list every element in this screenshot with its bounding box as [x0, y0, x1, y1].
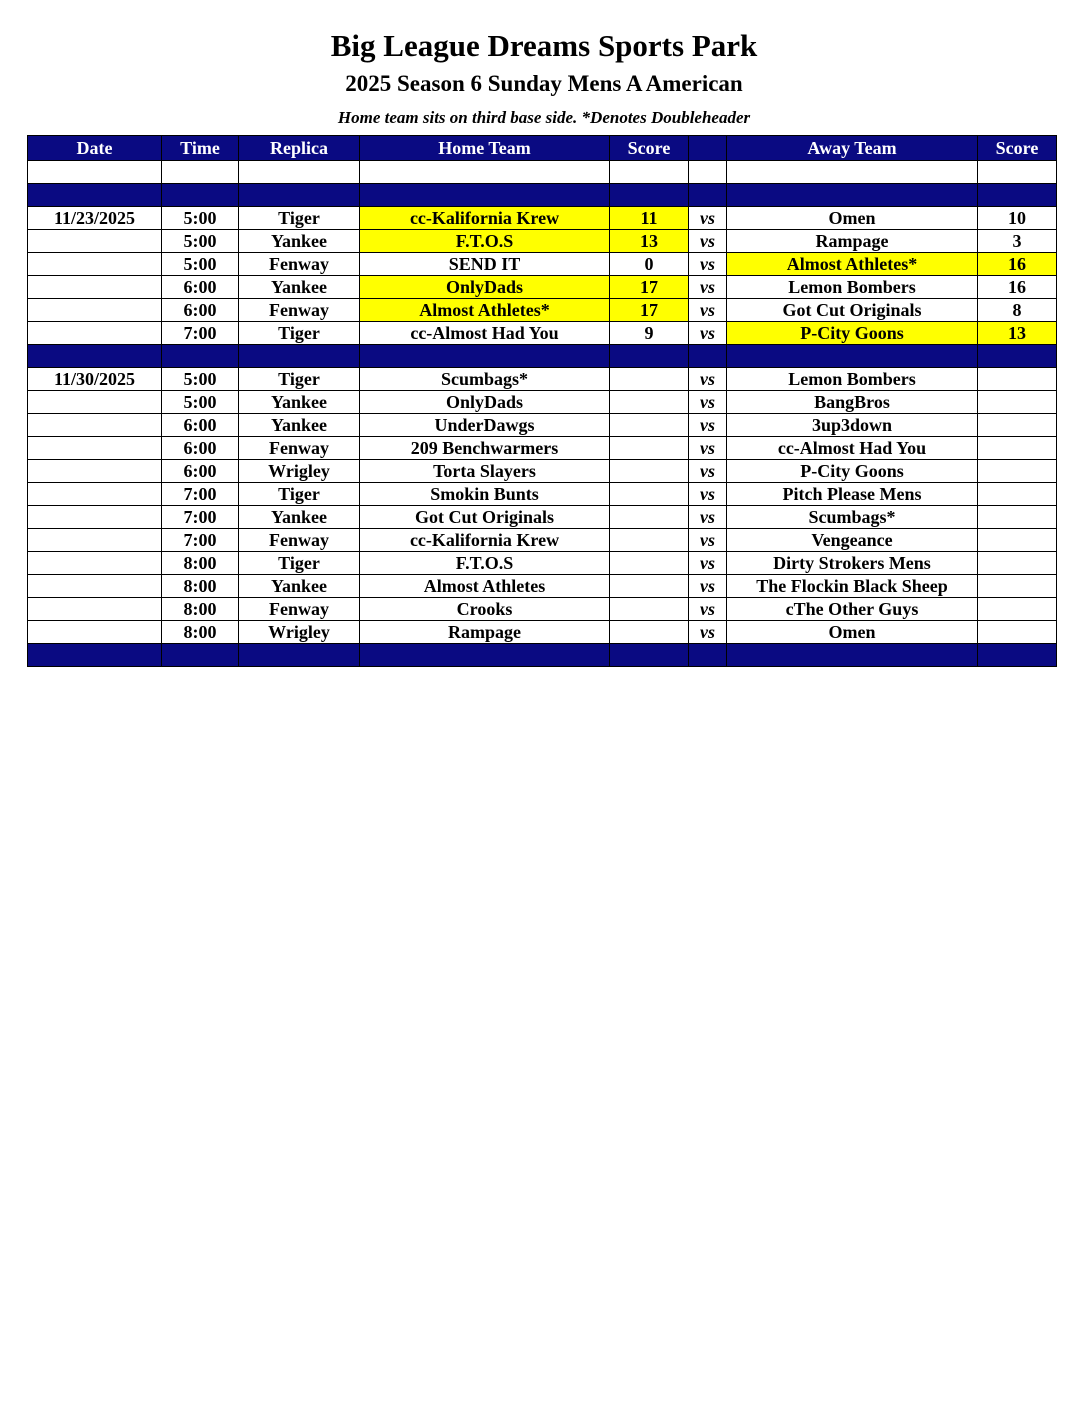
home-score-cell	[610, 460, 689, 483]
away-team-cell: Omen	[727, 621, 978, 644]
home-team-cell: Rampage	[360, 621, 610, 644]
time-cell	[162, 345, 239, 368]
vs-cell: vs	[689, 368, 727, 391]
replica-cell: Fenway	[239, 437, 360, 460]
away-team-cell: P-City Goons	[727, 460, 978, 483]
replica-cell: Tiger	[239, 552, 360, 575]
col-header-time: Time	[162, 136, 239, 161]
home-score-cell	[610, 644, 689, 667]
home-team-cell: 209 Benchwarmers	[360, 437, 610, 460]
week-separator-row	[28, 644, 1057, 667]
home-score-cell	[610, 414, 689, 437]
vs-cell: vs	[689, 207, 727, 230]
home-team-cell: UnderDawgs	[360, 414, 610, 437]
date-cell	[28, 506, 162, 529]
time-cell	[162, 184, 239, 207]
replica-cell: Yankee	[239, 391, 360, 414]
home-score-cell	[610, 345, 689, 368]
vs-cell: vs	[689, 483, 727, 506]
date-cell	[28, 483, 162, 506]
blank-row	[28, 161, 1057, 184]
away-score-cell: 13	[978, 322, 1057, 345]
date-cell	[28, 644, 162, 667]
home-score-cell	[610, 529, 689, 552]
home-score-cell	[610, 391, 689, 414]
table-row	[28, 598, 1057, 621]
table-row	[28, 368, 1057, 391]
table-row	[28, 552, 1057, 575]
time-cell: 7:00	[162, 483, 239, 506]
away-score-cell: 10	[978, 207, 1057, 230]
home-score-cell: 9	[610, 322, 689, 345]
away-score-cell	[978, 437, 1057, 460]
page-title: Big League Dreams Sports Park	[330, 28, 758, 63]
away-score-cell	[978, 529, 1057, 552]
time-cell: 5:00	[162, 230, 239, 253]
home-team-cell: SEND IT	[360, 253, 610, 276]
date-cell	[28, 414, 162, 437]
away-team-cell: The Flockin Black Sheep	[727, 575, 978, 598]
home-team-cell: cc-Kalifornia Krew	[360, 207, 610, 230]
away-score-cell	[978, 644, 1057, 667]
away-team-cell: cc-Almost Had You	[727, 437, 978, 460]
col-header-replica: Replica	[239, 136, 360, 161]
time-cell	[162, 161, 239, 184]
time-cell: 6:00	[162, 299, 239, 322]
away-team-cell: BangBros	[727, 391, 978, 414]
vs-cell: vs	[689, 575, 727, 598]
week-separator-row	[28, 345, 1057, 368]
vs-cell: vs	[689, 621, 727, 644]
replica-cell: Yankee	[239, 575, 360, 598]
home-team-cell: Crooks	[360, 598, 610, 621]
time-cell: 8:00	[162, 621, 239, 644]
away-team-cell: P-City Goons	[727, 322, 978, 345]
table-row	[28, 322, 1057, 345]
time-cell: 8:00	[162, 598, 239, 621]
away-score-cell	[978, 460, 1057, 483]
away-score-cell	[978, 414, 1057, 437]
away-team-cell	[727, 345, 978, 368]
home-team-cell: F.T.O.S	[360, 552, 610, 575]
table-row	[28, 437, 1057, 460]
replica-cell: Tiger	[239, 207, 360, 230]
away-team-cell: Got Cut Originals	[727, 299, 978, 322]
replica-cell: Yankee	[239, 506, 360, 529]
date-cell	[28, 161, 162, 184]
home-score-cell	[610, 483, 689, 506]
col-header-away-team: Away Team	[727, 136, 978, 161]
vs-cell: vs	[689, 552, 727, 575]
home-score-cell	[610, 437, 689, 460]
away-score-cell	[978, 483, 1057, 506]
col-header-home-team: Home Team	[360, 136, 610, 161]
week-separator-row	[28, 184, 1057, 207]
replica-cell	[239, 345, 360, 368]
table-row	[28, 391, 1057, 414]
table-row	[28, 276, 1057, 299]
away-score-cell	[978, 575, 1057, 598]
home-score-cell	[610, 575, 689, 598]
home-team-cell: cc-Almost Had You	[360, 322, 610, 345]
home-score-cell	[610, 598, 689, 621]
away-team-cell: Vengeance	[727, 529, 978, 552]
replica-cell: Tiger	[239, 483, 360, 506]
schedule-table	[27, 135, 1057, 667]
home-team-cell: Scumbags*	[360, 368, 610, 391]
home-team-cell	[360, 644, 610, 667]
col-header-away-score: Score	[978, 136, 1057, 161]
time-cell: 6:00	[162, 414, 239, 437]
time-cell: 7:00	[162, 322, 239, 345]
vs-cell: vs	[689, 460, 727, 483]
date-cell	[28, 253, 162, 276]
date-cell	[28, 391, 162, 414]
table-row	[28, 529, 1057, 552]
home-score-cell	[610, 621, 689, 644]
replica-cell: Wrigley	[239, 621, 360, 644]
home-team-cell: OnlyDads	[360, 276, 610, 299]
replica-cell: Fenway	[239, 598, 360, 621]
date-cell	[28, 621, 162, 644]
home-score-cell: 17	[610, 276, 689, 299]
date-cell	[28, 299, 162, 322]
header-row	[28, 136, 1057, 161]
vs-cell: vs	[689, 322, 727, 345]
home-team-cell: Torta Slayers	[360, 460, 610, 483]
away-team-cell	[727, 184, 978, 207]
table-row	[28, 506, 1057, 529]
vs-cell: vs	[689, 299, 727, 322]
replica-cell: Yankee	[239, 276, 360, 299]
date-cell	[28, 460, 162, 483]
time-cell: 5:00	[162, 391, 239, 414]
home-team-cell: F.T.O.S	[360, 230, 610, 253]
time-cell: 8:00	[162, 575, 239, 598]
away-score-cell	[978, 368, 1057, 391]
date-cell	[28, 552, 162, 575]
vs-cell: vs	[689, 253, 727, 276]
page-subtitle: 2025 Season 6 Sunday Mens A American	[345, 71, 743, 96]
away-team-cell: Rampage	[727, 230, 978, 253]
away-team-cell	[727, 161, 978, 184]
date-cell	[28, 322, 162, 345]
away-team-cell: Omen	[727, 207, 978, 230]
table-row	[28, 207, 1057, 230]
vs-cell	[689, 184, 727, 207]
away-score-cell	[978, 184, 1057, 207]
table-row	[28, 230, 1057, 253]
home-score-cell: 13	[610, 230, 689, 253]
replica-cell: Fenway	[239, 253, 360, 276]
vs-cell: vs	[689, 529, 727, 552]
home-score-cell	[610, 161, 689, 184]
home-score-cell: 0	[610, 253, 689, 276]
home-team-cell: Got Cut Originals	[360, 506, 610, 529]
home-team-cell: cc-Kalifornia Krew	[360, 529, 610, 552]
away-team-cell: Pitch Please Mens	[727, 483, 978, 506]
away-score-cell	[978, 345, 1057, 368]
away-score-cell	[978, 552, 1057, 575]
time-cell: 5:00	[162, 253, 239, 276]
replica-cell: Fenway	[239, 299, 360, 322]
date-cell	[28, 184, 162, 207]
away-team-cell: Lemon Bombers	[727, 368, 978, 391]
vs-cell: vs	[689, 414, 727, 437]
schedule-body	[28, 161, 1057, 667]
away-score-cell: 16	[978, 276, 1057, 299]
replica-cell: Tiger	[239, 322, 360, 345]
away-team-cell	[727, 644, 978, 667]
vs-cell: vs	[689, 230, 727, 253]
table-row	[28, 621, 1057, 644]
table-row	[28, 414, 1057, 437]
replica-cell	[239, 184, 360, 207]
time-cell: 7:00	[162, 529, 239, 552]
vs-cell: vs	[689, 276, 727, 299]
time-cell: 6:00	[162, 437, 239, 460]
away-score-cell	[978, 598, 1057, 621]
away-score-cell	[978, 506, 1057, 529]
time-cell	[162, 644, 239, 667]
time-cell: 6:00	[162, 460, 239, 483]
vs-cell: vs	[689, 506, 727, 529]
away-score-cell	[978, 161, 1057, 184]
home-team-cell	[360, 345, 610, 368]
date-cell	[28, 230, 162, 253]
replica-cell: Fenway	[239, 529, 360, 552]
home-score-cell: 11	[610, 207, 689, 230]
away-score-cell: 16	[978, 253, 1057, 276]
home-score-cell: 17	[610, 299, 689, 322]
vs-cell: vs	[689, 598, 727, 621]
home-score-cell	[610, 552, 689, 575]
vs-cell	[689, 644, 727, 667]
vs-cell: vs	[689, 437, 727, 460]
vs-cell	[689, 345, 727, 368]
table-row	[28, 460, 1057, 483]
home-team-cell: Smokin Bunts	[360, 483, 610, 506]
home-team-cell	[360, 161, 610, 184]
away-team-cell: Dirty Strokers Mens	[727, 552, 978, 575]
home-score-cell	[610, 368, 689, 391]
table-row	[28, 253, 1057, 276]
time-cell: 5:00	[162, 207, 239, 230]
home-score-cell	[610, 184, 689, 207]
replica-cell: Wrigley	[239, 460, 360, 483]
away-team-cell: Lemon Bombers	[727, 276, 978, 299]
vs-cell: vs	[689, 391, 727, 414]
away-team-cell: Almost Athletes*	[727, 253, 978, 276]
col-header-vs	[689, 136, 727, 161]
replica-cell: Yankee	[239, 414, 360, 437]
date-cell	[28, 598, 162, 621]
away-team-cell: cThe Other Guys	[727, 598, 978, 621]
away-score-cell	[978, 621, 1057, 644]
page-note: Home team sits on third base side. *Denotes Doubleheader	[337, 108, 751, 127]
replica-cell: Yankee	[239, 230, 360, 253]
date-cell	[28, 276, 162, 299]
away-score-cell: 3	[978, 230, 1057, 253]
date-cell	[28, 575, 162, 598]
date-cell	[28, 437, 162, 460]
away-score-cell: 8	[978, 299, 1057, 322]
col-header-home-score: Score	[610, 136, 689, 161]
home-team-cell: OnlyDads	[360, 391, 610, 414]
table-row	[28, 575, 1057, 598]
vs-cell	[689, 161, 727, 184]
home-team-cell	[360, 184, 610, 207]
date-cell	[28, 345, 162, 368]
away-team-cell: 3up3down	[727, 414, 978, 437]
time-cell: 5:00	[162, 368, 239, 391]
date-cell	[28, 529, 162, 552]
time-cell: 8:00	[162, 552, 239, 575]
time-cell: 6:00	[162, 276, 239, 299]
replica-cell	[239, 161, 360, 184]
col-header-date: Date	[28, 136, 162, 161]
replica-cell	[239, 644, 360, 667]
table-row	[28, 483, 1057, 506]
date-cell: 11/30/2025	[28, 368, 162, 391]
away-score-cell	[978, 391, 1057, 414]
replica-cell: Tiger	[239, 368, 360, 391]
home-team-cell: Almost Athletes*	[360, 299, 610, 322]
away-team-cell: Scumbags*	[727, 506, 978, 529]
time-cell: 7:00	[162, 506, 239, 529]
date-cell: 11/23/2025	[28, 207, 162, 230]
table-row	[28, 299, 1057, 322]
home-score-cell	[610, 506, 689, 529]
home-team-cell: Almost Athletes	[360, 575, 610, 598]
